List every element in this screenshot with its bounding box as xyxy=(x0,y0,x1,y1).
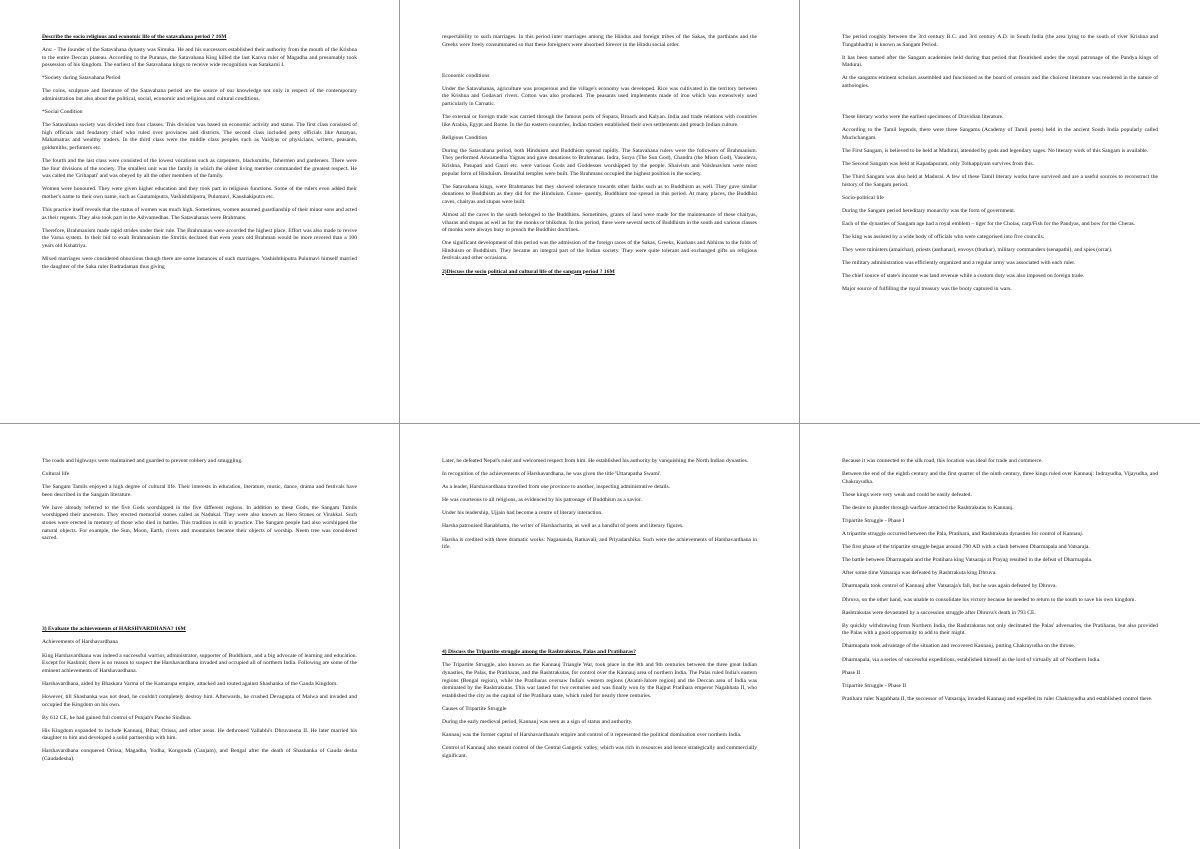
paragraph: The chief source of state's income was land revenue while a custom duty was also imposed on foreign trade. xyxy=(842,273,1085,280)
paragraph: During the Sangam period hereditary monarchy was the form of government. xyxy=(842,207,1016,214)
paragraph: One significant development of this period was the admission of the foreign races of the Sakas, Greeks, Kushans and Abhiras to the folds of Hinduism or Buddhism. They became an integral part of the Indian society. They were quite tolerant and exchanged gifts on religious festivals and other occasions. xyxy=(442,240,757,262)
paragraph: The external or foreign trade was carried through the famous ports of Supara, Broach and Kalyan. India and trade relations with countries like Arabia, Egypt and Rome. In the far eastern countries, Indian traders established their own settlements and preach Indian culture. xyxy=(442,114,757,128)
spacer xyxy=(442,55,757,73)
paragraph: As a leader, Harshavardhana travelled from one province to another, inspecting administrative details. xyxy=(442,484,671,491)
question-heading: Describe the socio religious and economic life of the satavahana period ? 16M xyxy=(42,34,227,40)
paragraph: The roads and highways were maintained and guarded to prevent robbery and smuggling. xyxy=(42,458,243,464)
paragraph: Kannauj was the former capital of Harshavardhana's empire and control of it represented the political domination over northern India. xyxy=(442,732,742,738)
paragraph: The desire to plunder through warfare attracted the Rashtrakutas to Kannauj. xyxy=(842,504,1014,511)
paragraph: Mixed marriages were considered obnoxious though there are some instances of such marriages. Vashishthiputra Pulumavi himself married the daughter of the Saka ruler Rudradaman thus giving xyxy=(42,256,357,270)
paragraph: Control of Kannauj also meant control of the Central Gangetic valley, which was rich in resources and hence strategically and commercially significant. xyxy=(442,745,757,759)
paragraph: The Satavahana kings, were Brahmanas but they showed tolerance towards other faiths such as to Buddhism as well. They gave similar donations to Buddhism as they did for the Hinduism. Conse- quently, Buddhism too spread in this period. At many places, the Buddhist caves, chaityas and stupas were built. xyxy=(442,183,757,205)
paragraph: The First Sangam, is believed to be held at Madurai, attended by gods and legendary sages. No literary work of this Sangam is available. xyxy=(842,147,1149,154)
paragraph: At the sangams eminent scholars assembled and functioned as the board of censors and the choicest literature was rendered in the nature of anthologies. xyxy=(842,75,1158,89)
section-heading: *Social Condition xyxy=(42,109,83,116)
paragraph: Later, he defeated Nepal's ruler and welcomed respect from him. He established his authority by vanquishing the North Indian dynasties. xyxy=(442,458,749,464)
paragraph: Rashtrakutas were devastated by a succession struggle after Dhruva's death in 793 CE. xyxy=(842,609,1036,616)
paragraph: During the early medieval period, Kannauj was seen as a sign of status and authority. xyxy=(442,718,633,725)
spacer xyxy=(842,96,1158,114)
page-1 xyxy=(0,0,400,424)
paragraph: In recognition of the achievements of Harshavardhana, he was given the title 'Uttarapatha Swami'. xyxy=(442,471,662,478)
page-6-text xyxy=(842,458,1158,709)
paragraph: respectability to such marriages. In this period inter marriages among the Hindus and foreign tribes of the Sakas, the parthians and the Greeks were freely consummated so that these foreigners were absorbed forever in the Hindu social order. xyxy=(442,34,757,48)
paragraph: They were ministers (amaichar), priests (anthanar), envoys (thuthar), military commanders (senapathi), and spies (orrar). xyxy=(842,247,1113,254)
page-5 xyxy=(400,424,800,849)
page-2-text xyxy=(442,34,757,282)
paragraph: The coins, sculpture and literature of the Satavahana period are the source of our knowledge not only in respect of the contemporary administration but also about the political, social, economic and religious and cultural conditions. xyxy=(42,88,357,103)
paragraph: However, till Shashanka was not dead, he couldn't completely destroy him. Afterwards, he crushed Devagupta of Malwa and invaded and occupied the Kingdom on his own. xyxy=(42,693,357,708)
paragraph: Dharmapala, via a series of successful expeditions, established himself as the lord of virtually all of Northern India. xyxy=(842,656,1101,663)
section-heading: Phase II xyxy=(842,669,861,676)
paragraph: By 612 CE, he had gained full control of Punjab's Panche Sindhus. xyxy=(42,714,192,721)
paragraph: The period roughly between the 3rd century B.C. and 3rd century A.D. in South India (the area lying to the south of river Krishna and Tungabhadra) is known as Sangam Period. xyxy=(842,34,1158,48)
paragraph: A tripartite struggle occurred between the Pala, Pratihara, and Rashtrakuta dynasties for control of Kannauj. xyxy=(842,531,1084,538)
section-heading: Tripartite Struggle - Phase I xyxy=(842,517,905,524)
paragraph: The Sangam Tamils enjoyed a high degree of cultural life. Their interests in education, literature, music, dance, drama and festivals have been described in the Sangam literature. xyxy=(42,484,357,498)
paragraph: The battle between Dharmapala and the Pratihara king Vatsaraja at Prayag resulted in the defeat of Dharmapala. xyxy=(842,557,1093,564)
paragraph: It has been named after the Sangam academies held during that period that flourished under the royal patronage of the Pandya kings of Madurai. xyxy=(842,54,1158,69)
paragraph: Dhruva, on the other hand, was unable to consolidate his victory because he needed to return to the south to save his own kingdom. xyxy=(842,596,1136,603)
paragraph: King Harshavardhana was indeed a successful warrior, administrator, supporter of Buddhism, and a big advocate of learning and education. Except for Kashmir, there is no reason to suspect the Harshavardhana invaded and occupied all of northern India. Following are some of the eminent achievements of Harshavardhana. xyxy=(42,652,357,674)
section-heading: Achievements of Harshavardhana xyxy=(42,639,118,646)
page-3-text xyxy=(842,34,1158,299)
paragraph: His Kingdom expanded to include Kannauj, Bihar, Orissa, and other areas. He dethroned Vallabhi's Dhruvasena II. He later married his daughter to him and developed a solid partnership with him. xyxy=(42,727,357,742)
paragraph: The Satavahana society was divided into four classes. This division was based on economic activity and status. The first class consisted of high officials and feudatory chief who ruled over provinces and districts. The second class included petty officials like Amatyas, Mahamatras and wealthy traders. In the third class were the middle class peoples such as Vaidyas or physicians, writers, peasants, goldsmiths, perfumers etc. xyxy=(42,122,357,152)
paragraph: Major source of fulfilling the royal treasury was the booty captured in wars. xyxy=(842,286,1012,293)
paragraph: The Second Sangam was held at Kapadapuram, only Tolkappiyam survives from this. xyxy=(842,160,1034,167)
spacer xyxy=(442,557,757,649)
page-5-text xyxy=(442,458,757,766)
paragraph: Harsha is credited with three dramatic works: Nagananda, Ratnavali, and Priyadarshika. Such were the achievements of Harshavardhana in life. xyxy=(442,536,757,551)
paragraph: Because it was connected to the silk road, this location was ideal for trade and commerce. xyxy=(842,458,1043,464)
paragraph: The Tripartite Struggle, also known as the Kannauj Triangle War, took place in the 8th and 9th centuries between the three great Indian dynasties, the Palas, the Pratiharas, and the Rashtrakutas, for control over the Kannauj area of northern India. The Palas ruled India's eastern regions (Bengal region), while the Pratiharas oversaw India's western regions (Avanti-Jalore region) and the Deccan area of India was dominated by the Rashtrakutas. This war lasted for two centuries and was finally won by the Rajput Pratihara emperor Nagabhata II, who established the city as the capital of the Pratihara state, which ruled for nearly three centuries. xyxy=(442,662,757,699)
paragraph: The first phase of the tripartite struggle began around 790 AD with a clash between Dharmapala and Vatsaraja. xyxy=(842,544,1090,551)
spacer xyxy=(42,548,357,626)
paragraph: Therefore, Brahmanism made rapid strides under their rule. The Brahmanas were accorded the highest place. Effort was also made to revive the Varna system. In their bid to exalt Brahmanism the Smritis declared that even years old Brahman would be more revered than a 100 years old Kshatriya. xyxy=(42,227,357,249)
paragraph: The fourth and the last class were consisted of the lowest vocations such as carpenters, blacksmiths, fishermen and gardeners. There were the four divisions of the society. The smallest unit was the family in which the oldest living member commanded the greatest respect. He was called the 'Grihapati' and was obeyed by all the other members of the family. xyxy=(42,158,357,180)
paragraph: During the Satavahana period, both Hinduism and Buddhism spread rapidly. The Satavahana rulers were the followers of Brahmanism. They performed Aswamedha Yagnas and gave donations to Brahmanas. Indra, Surya (The Sun God), Chandra (the Moon God), Vasudeva, Krishna, Pasupati and Gauri etc. were various Gods and Goddesses worshipped by the people. Shaivism and Vaishnavism were most popular form of Hinduism. Beautiful temples were built. The Brahmans occupied the highest position in the society. xyxy=(442,147,757,177)
paragraph: By quickly withdrawing from Northern India, the Rashtrakutas not only decimated the Palas' adversaries, the Pratiharas, but also provided the Palas with a good opportunity to add to their might. xyxy=(842,622,1158,637)
paragraph: Dharmapala took advantage of the situation and recovered Kannauj, putting Chakrayudha on the throne. xyxy=(842,643,1076,650)
question-heading: 2)Discuss the socio political and cultural life of the sangam period ? 16M xyxy=(442,268,615,275)
page-2 xyxy=(400,0,800,424)
paragraph: This practice itself reveals that the status of women was much high. Sometimes, women assumed guardianship of their minor sons and acted as their regents. They also took part in the Ashvamedhas. The Satavahanas were Brahmans. xyxy=(42,207,357,221)
paragraph: He was courteous to all religions, as evidenced by his patronage of Buddhism as a savior. xyxy=(442,497,642,504)
paragraph: We have already referred to the five Gods worshipped in the five different regions. In addition to these Gods, the Sangam Tamils worshipped their ancestors. They erected memorial stones called as Nadukal. They were also known as Hero Stones or Virakkal. Such stones were erected in memory of those who died in battles. This tradition is still in practice. The Sangam people had also worshipped the natural objects. For example, the Sun, Moon, Earth, rivers and mountains became their objects of worship. Neem tree was considered sacred. xyxy=(42,504,357,542)
paragraph: Dharmapala took control of Kannauj after Vatsaraja's fall, but he was again defeated by Dhruva. xyxy=(842,583,1057,590)
paragraph: The king was assisted by a wide body of officials who were categorised into five councils. xyxy=(842,234,1045,240)
paragraph: Pratihara ruler Nagabhata II, the successor of Vatsaraja, invaded Kannauj and expelled its ruler Chakrayudha and established control there. xyxy=(842,695,1153,702)
paragraph: Under his leadership, Ujjain had become a centre of literary interaction. xyxy=(442,510,603,517)
paragraph: These literary works were the earliest specimens of Dravidian literature. xyxy=(842,114,1004,121)
paragraph: Under the Satavahanas, agriculture was prosperous and the village's economy was developed. Rice was cultivated in the territory between the Krishna and Godavari rivers. Cotton was also produced. The peasants used implements made of iron which was extensively used particularly in Carnatic. xyxy=(442,85,757,107)
paragraph: The military administration was efficiently organized and a regular army was associated with each ruler. xyxy=(842,260,1076,267)
section-heading: Religious Condition xyxy=(442,134,488,141)
paragraph: Harshavardhana conquered Orissa, Magadha, Yodha, Kongonda (Ganjam), and Bengal after the death of Shashanka of Gauda desha (Gaudadesha). xyxy=(42,748,357,762)
paragraph: Harshavardhana, aided by Bhaskara Varma of the Kamarupa empire, attacked and routed against Shashanka of the Gauda Kingdom. xyxy=(42,680,338,687)
section-heading: Socio-political life xyxy=(842,194,884,201)
paragraph: Each of the dynasties of Sangam age had a royal emblem – tiger for the Cholas, carp/Fish for the Pandyas, and bow for the Cheras. xyxy=(842,220,1136,227)
paragraph: The Third Sangam was also held at Madurai. A few of these Tamil literary works have survived and are a useful sources to reconstruct the history of the Sangam period. xyxy=(842,174,1158,188)
paragraph: Ans: - The founder of the Satavahana dynasty was Simuka. He and his successors established their authority from the mouth of the Krishna to the entire Deccan plateau. According to the Puranas, the Satavahana King killed the last Kanva ruler of Magadha and presumably took possession of his kingdom. The earliest of the Satavahana kings to receive wide recognition was Satakarni I. xyxy=(42,47,357,69)
paragraph: According to the Tamil legends, there were three Sangams (Academy of Tamil poets) held in the ancient South India popularly called Muchchangam. xyxy=(842,127,1158,141)
page-6 xyxy=(800,424,1200,849)
paragraph: Almost all the caves in the south belonged to the Buddhists. Sometimes, grants of land were made for the maintenance of these chaityas, viharas and stupas as well as for the monks or bhikshus. In this period, there were several sects of Buddhism in the south and various classes of monks were always busy to preach the Buddhist doctrines. xyxy=(442,212,757,234)
paragraph: Women were honoured. They were given higher education and they took part in religious functions. Some of the rulers even added their mother's name to their own name, such as Gautamiputra, Vashishthiputra, Pulumavi, Kaushakiputra etc. xyxy=(42,186,357,200)
section-heading: Cultural life xyxy=(42,471,70,478)
section-heading: Causes of Tripartite Struggle xyxy=(442,705,507,712)
paragraph: Harsha patronised Banabhatta, the writer of Harshacharita, as well as a handful of poets and literary figures. xyxy=(442,523,684,530)
page-1-text xyxy=(42,34,357,277)
page-4-text xyxy=(42,458,357,769)
question-heading: 4) Discuss the Tripartite struggle among the Rashtrakutas, Palas and Pratiharas? xyxy=(442,649,636,656)
paragraph: Between the end of the eighth century and the first quarter of the ninth century, three kings ruled over Kannauj: Indrayudha, Vijayudha, and Chakrayudha. xyxy=(842,471,1158,485)
section-heading: Economic conditions xyxy=(442,72,490,79)
page-4 xyxy=(0,424,400,849)
section-heading: *Society during Satavahana Period xyxy=(42,75,121,82)
paragraph: These kings were very weak and could be easily defeated. xyxy=(842,491,972,498)
question-heading: 3) Evaluate the achievements of HARSHVARDHANA? 16M xyxy=(42,626,186,633)
section-heading: Tripartite Struggle - Phase II xyxy=(842,682,907,689)
paragraph: After some time Vatsaraja was defeated by Rashtrakuta king Dhruva. xyxy=(842,570,997,577)
page-3 xyxy=(800,0,1200,424)
